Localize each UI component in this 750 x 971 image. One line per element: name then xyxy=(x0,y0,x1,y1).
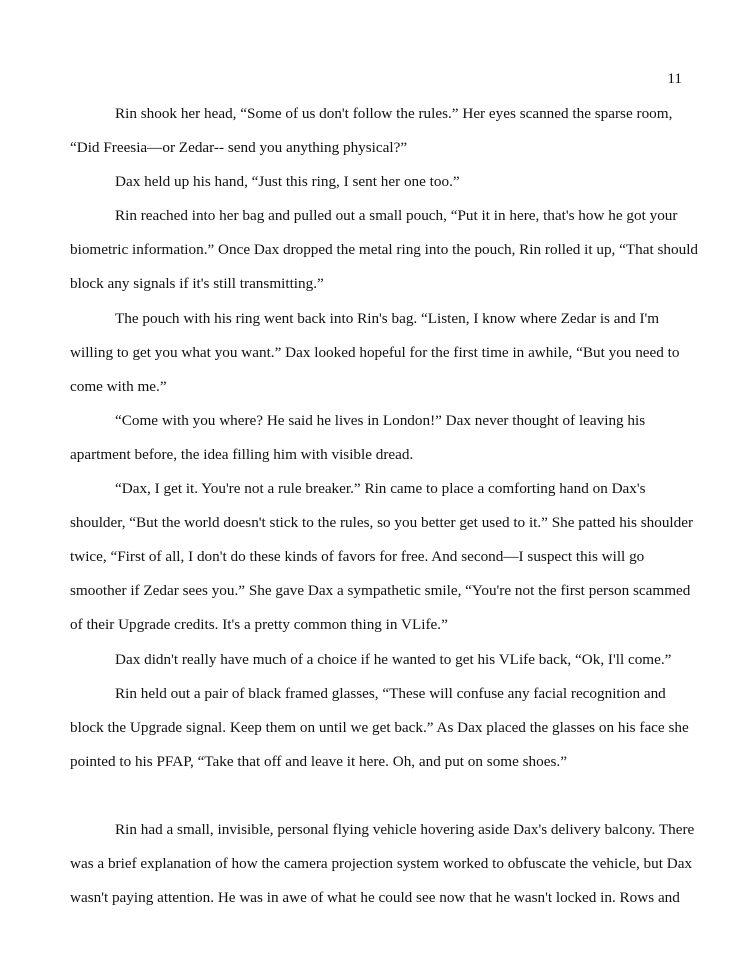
paragraph-line: shoulder, “But the world doesn't stick to the rules, so you better get used to it.” She patted his shoulder xyxy=(70,514,694,532)
page-number: 11 xyxy=(667,70,682,87)
paragraph-first-line: Dax didn't really have much of a choice if he wanted to get his VLife back, “Ok, I'll come.” xyxy=(115,650,672,668)
paragraph-line: of their Upgrade credits. It's a pretty common thing in VLife.” xyxy=(70,616,448,634)
paragraph-first-line: “Come with you where? He said he lives in London!” Dax never thought of leaving his xyxy=(115,411,646,429)
paragraph-line: wasn't paying attention. He was in awe of what he could see now that he wasn't locked in. Rows and xyxy=(70,889,680,907)
paragraph-first-line: Rin reached into her bag and pulled out a small pouch, “Put it in here, that's how he got your xyxy=(115,207,678,225)
paragraph-line: twice, “First of all, I don't do these kinds of favors for free. And second—I suspect this will go xyxy=(70,548,645,566)
paragraph-first-line: Rin had a small, invisible, personal flying vehicle hovering aside Dax's delivery balcony. There xyxy=(115,820,695,838)
paragraph-line: block the Upgrade signal. Keep them on until we get back.” As Dax placed the glasses on his face she xyxy=(70,718,689,736)
paragraph-first-line: “Dax, I get it. You're not a rule breaker.” Rin came to place a comforting hand on Dax's xyxy=(115,480,646,498)
paragraph-line: biometric information.” Once Dax dropped the metal ring into the pouch, Rin rolled it up, “That should xyxy=(70,241,699,259)
paragraph-line: smoother if Zedar sees you.” She gave Dax a sympathetic smile, “You're not the first person scammed xyxy=(70,582,691,600)
paragraph-first-line: Rin shook her head, “Some of us don't follow the rules.” Her eyes scanned the sparse room, xyxy=(115,105,673,122)
section-break xyxy=(70,779,687,813)
paragraph-line: come with me.” xyxy=(70,377,167,395)
paragraph-line: pointed to his PFAP, “Take that off and leave it here. Oh, and put on some shoes.” xyxy=(70,752,567,770)
paragraph-line: was a brief explanation of how the camera projection system worked to obfuscate the vehicle, but Dax xyxy=(70,855,693,873)
paragraph-line: apartment before, the idea filling him with visible dread. xyxy=(70,445,414,463)
paragraph-line: willing to get you what you want.” Dax looked hopeful for the first time in awhile, “But you need to xyxy=(70,343,680,361)
body-text xyxy=(70,97,699,915)
paragraph-first-line: Dax held up his hand, “Just this ring, I sent her one too.” xyxy=(115,173,460,191)
paragraph-line: block any signals if it's still transmitting.” xyxy=(70,275,324,293)
paragraph-first-line: Rin held out a pair of black framed glasses, “These will confuse any facial recognition and xyxy=(115,684,666,702)
paragraph-line: “Did Freesia—or Zedar-- send you anything physical?” xyxy=(70,139,408,157)
paragraph-first-line: The pouch with his ring went back into Rin's bag. “Listen, I know where Zedar is and I'm xyxy=(115,309,660,327)
